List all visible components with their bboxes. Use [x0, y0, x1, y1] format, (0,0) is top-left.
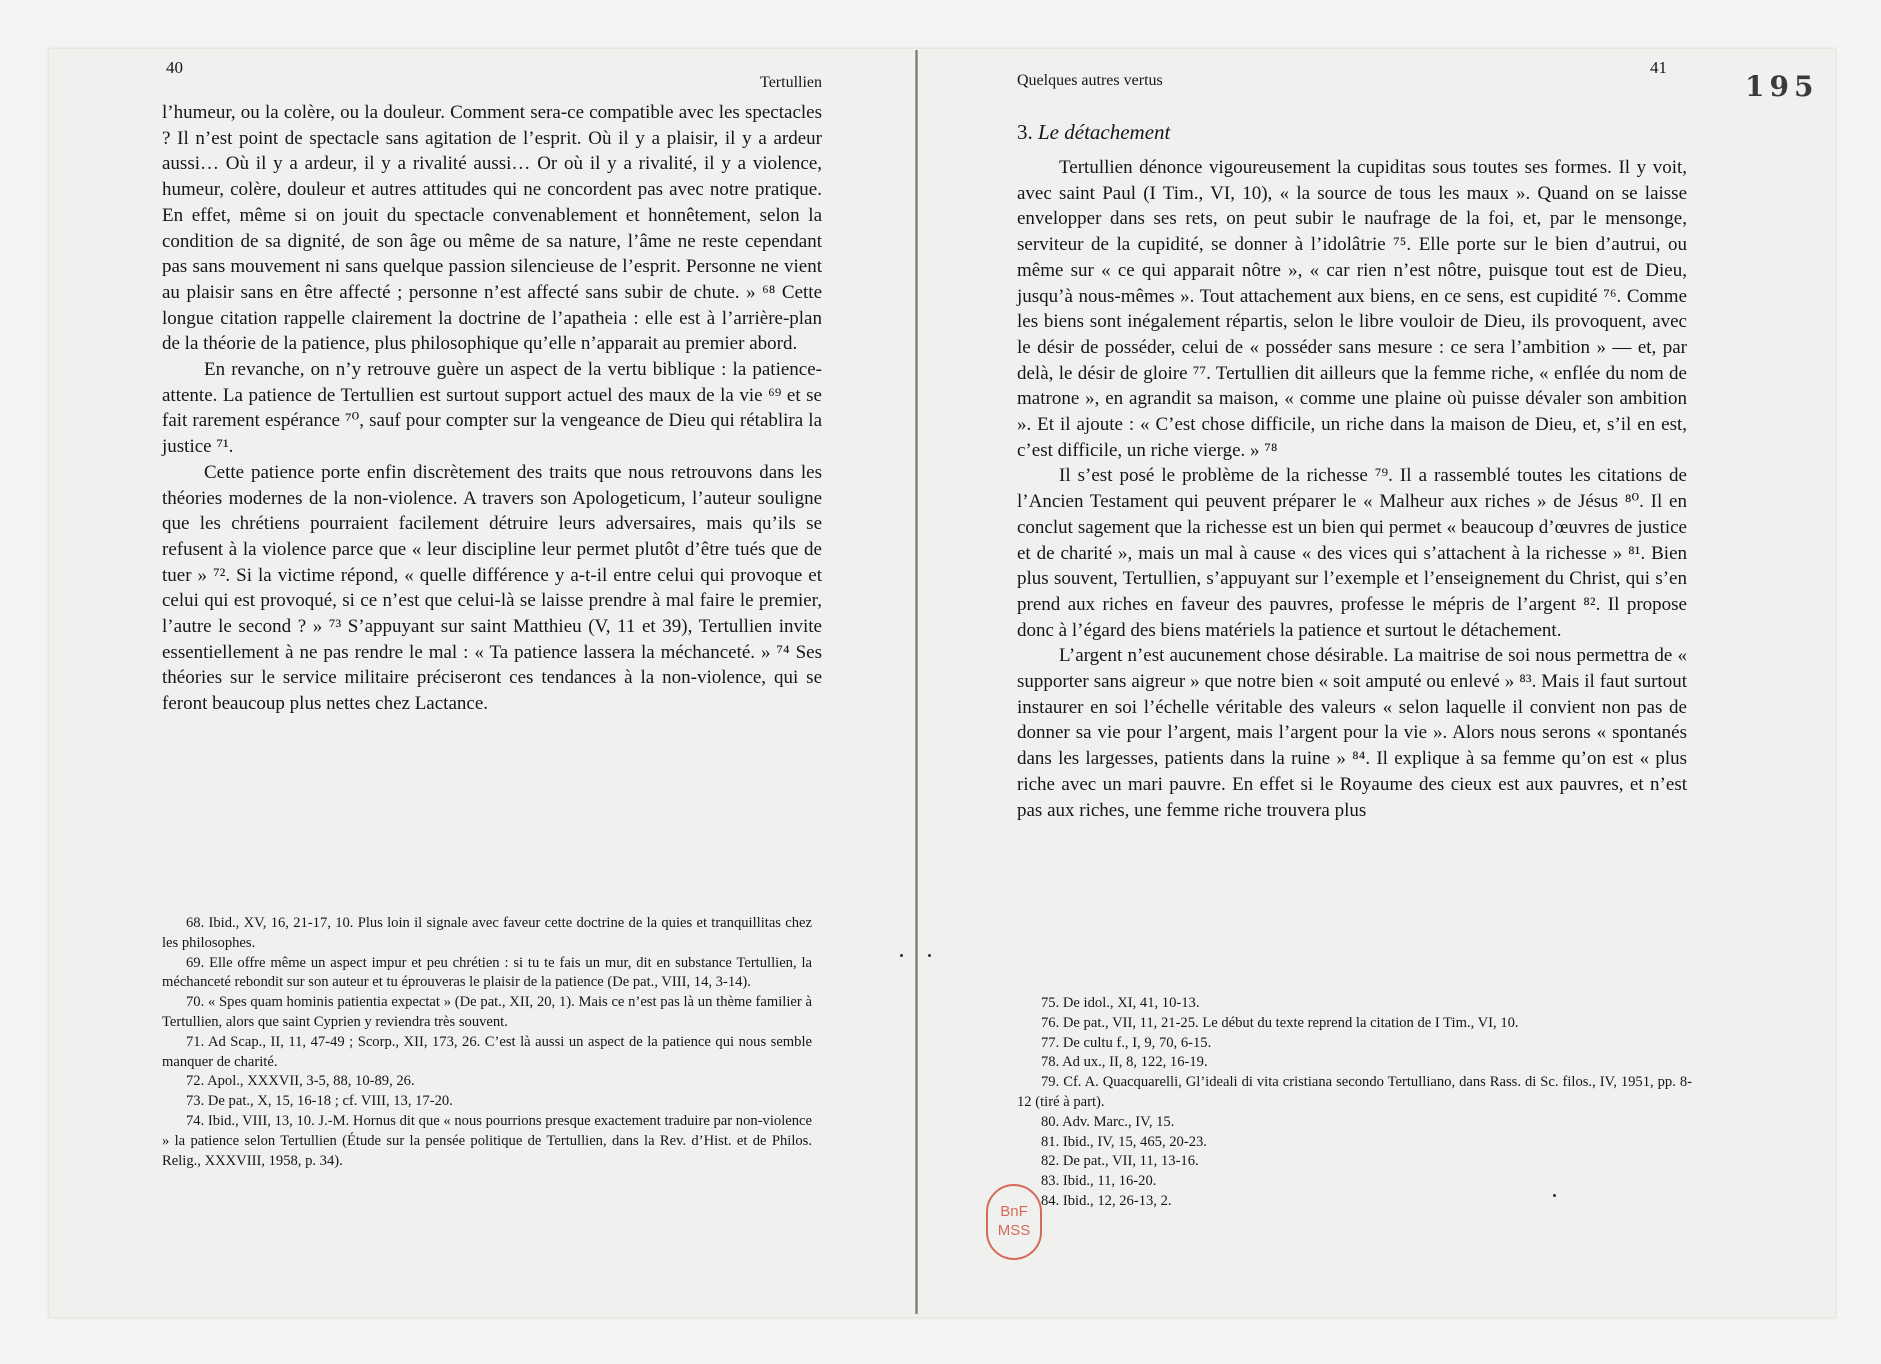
scan-speck	[928, 954, 931, 957]
stamp-line: BnF	[1000, 1203, 1028, 1220]
right-paragraph: Tertullien dénonce vigoureusement la cupiditas sous toutes ses formes. Il y voit, avec saint Paul (I Tim., VI, 10), « la source de tous les maux ». Quand on se laisse envelopper dans ses rets, on peut subir le naufrage de la foi, et, par le mensonge, serviteur de la cupidité, se donner à l’idolâtrie ⁷⁵. Elle porte sur le bien d’autrui, ou même sur « ce qui apparait nôtre », « car rien n’est nôtre, puisque tout est de Dieu, jusqu’à nous-mêmes ». Tout attachement aux biens, en ce sens, est cupidité ⁷⁶. Comme les biens sont inégalement répartis, selon le libre vouloir de Dieu, ils provoquent, avec le désir de posséder, celui de « posséder sans mesure : ce sera l’ambition » — et, par delà, le désir de gloire ⁷⁷. Tertullien dit ailleurs que la femme riche, « enflée du nom de matrone », en agrandit sa maison, « comme une plaine où puisse dévaler son ambition ». Et il ajoute : « C’est chose difficile, un riche dans la maison de Dieu, et, s’il en est, c’est difficile, un riche vierge. » ⁷⁸	[1017, 157, 1687, 461]
section-heading	[1017, 120, 1687, 145]
footnote: 68. Ibid., XV, 16, 21-17, 10. Plus loin il signale avec faveur cette doctrine de la quies et tranquillitas chez les philosophes.	[162, 915, 812, 951]
footnote: 72. Apol., XXXVII, 3-5, 88, 10-89, 26.	[186, 1073, 415, 1090]
scan-speck	[1553, 1194, 1556, 1197]
right-body-text	[1017, 155, 1687, 823]
left-paragraph: En revanche, on n’y retrouve guère un aspect de la vertu biblique : la patience-attente. La patience de Tertullien est surtout support actuel des maux de la vie ⁶⁹ et se fait rarement espérance ⁷⁰, sauf pour compter sur la vengeance de Dieu qui rétablira la justice ⁷¹.	[162, 359, 822, 458]
left-paragraph: l’humeur, ou la colère, ou la douleur. Comment sera-ce compatible avec les spectacles ? Il n’est point de spectacle sans agitation de l’esprit. Où il y a plaisir, il y a ardeur aussi… Où il y a ardeur, il y a rivalité aussi… Or où il y a rivalité, il y a violence, humeur, colère, douleur et autres attitudes qui ne concordent pas avec notre pratique. En effet, même si on jouit du spectacle convenablement et honnêtement, selon la condition de sa dignité, de son âge ou même de sa nature, l’âme ne reste cependant pas sans mouvement ni sans quelque passion silencieuse de l’esprit. Personne ne vient au plaisir sans en être affecté ; personne n’est affecté sans subir de chute. » ⁶⁸ Cette longue citation rappelle clairement la doctrine de l’apatheia : elle est à l’arrière-plan de la théorie de la patience, plus philosophique qu’elle n’apparait au premier abord.	[162, 102, 822, 355]
footnote: 75. De idol., XI, 41, 10-13.	[1041, 995, 1200, 1011]
footnote: 83. Ibid., 11, 16-20.	[1041, 1173, 1157, 1190]
right-page-number: 41	[1650, 58, 1667, 77]
footnote: 70. « Spes quam hominis patientia expectat » (De pat., XII, 20, 1). Mais ce n’est pas là un thème familier à Tertullien, alors que saint Cyprien y reviendra très souvent.	[162, 994, 812, 1030]
footnote: 78. Ad ux., II, 8, 122, 16-19.	[1041, 1054, 1208, 1071]
footnote: 80. Adv. Marc., IV, 15.	[1041, 1113, 1175, 1130]
right-paragraph: L’argent n’est aucunement chose désirable. La maitrise de soi nous permettra de « supporter sans aigreur » que notre bien « soit amputé ou enlevé » ⁸³. Mais il faut surtout instaurer en soi l’échelle véritable des valeurs « selon laquelle il convient non pas de donner sa vie pour l’argent, mais l’argent pour la vie ». Alors nous serons « spontanés dans les largesses, patients dans la ruine » ⁸⁴. Il explique à sa femme qu’on est « plus riche avec un mari pauvre. En effet si le Royaume des cieux est aux pauvres, et n’est pas aux riches, une femme riche trouvera plus	[1017, 645, 1687, 821]
right-page-header	[1017, 50, 1687, 100]
book-gutter	[915, 50, 918, 1314]
right-paragraph: Il s’est posé le problème de la richesse ⁷⁹. Il a rassemblé toutes les citations de l’Ancien Testament qui peuvent préparer le « Malheur aux riches » de Jésus ⁸⁰. Il en conclut sagement que la richesse est un bien qui permet « beaucoup d’œuvres de justice et de charité », mais un mal à cause « des vices qui s’attachent à la richesse » ⁸¹. Bien plus souvent, Tertullien, s’appuyant sur l’exemple et l’enseignement du Christ, qui s’en prend aux riches en faveur des pauvres, professe le mépris de l’argent ⁸². Il propose donc à l’égard des biens matériels la patience et surtout le détachement.	[1017, 465, 1687, 641]
footnote: 74. Ibid., VIII, 13, 10. J.-M. Hornus dit que « nous pourrions presque exactement traduire par non-violence » la patience selon Tertullien (Étude sur la pensée politique de Tertullien, dans la Rev. d’Hist. et de Philos. Relig., XXXVIII, 1958, p. 34).	[162, 1112, 812, 1169]
footnote: 77. De cultu f., I, 9, 70, 6-15.	[1041, 1034, 1212, 1051]
left-page-header	[162, 50, 822, 100]
left-body-text	[162, 100, 822, 717]
right-footnotes	[1017, 994, 1692, 1212]
right-page	[1017, 50, 1692, 1209]
section-number: 3.	[1017, 120, 1033, 144]
archive-number: 195	[1745, 70, 1819, 103]
left-page	[162, 50, 822, 1169]
footnote: 76. De pat., VII, 11, 21-25. Le début du texte reprend la citation de I Tim., VI, 10.	[1041, 1014, 1519, 1031]
footnote: 71. Ad Scap., II, 11, 47-49 ; Scorp., XII, 173, 26. C’est là aussi un aspect de la patience qui nous semble manquer de charité.	[162, 1033, 812, 1070]
footnote: 69. Elle offre même un aspect impur et peu chrétien : si tu te fais un mur, dit en substance Tertullien, la méchanceté rebondit sur son auteur et tu éprouveras le plaisir de la patience (De pat., VIII, 14, 3-14).	[162, 954, 812, 991]
right-running-head: Quelques autres vertus	[1017, 72, 1163, 89]
footnote: 82. De pat., VII, 11, 13-16.	[1041, 1153, 1199, 1170]
stamp-line: MSS	[997, 1222, 1031, 1239]
scan-speck	[900, 954, 903, 957]
library-stamp	[986, 1184, 1042, 1260]
left-page-number: 40	[166, 58, 183, 77]
footnote: 81. Ibid., IV, 15, 465, 20-23.	[1041, 1133, 1207, 1150]
left-running-head: Tertullien	[760, 74, 822, 91]
section-title: Le détachement	[1038, 120, 1171, 144]
footnote: 73. De pat., X, 15, 16-18 ; cf. VIII, 13, 17-20.	[186, 1093, 453, 1110]
footnote: 79. Cf. A. Quacquarelli, Gl’ideali di vita cristiana secondo Tertulliano, dans Rass. di Sc. filos., IV, 1951, pp. 8-12 (tiré à part).	[1017, 1074, 1692, 1110]
left-footnotes	[162, 914, 812, 1171]
footnote: 84. Ibid., 12, 26-13, 2.	[1041, 1192, 1172, 1209]
left-paragraph: Cette patience porte enfin discrètement des traits que nous retrouvons dans les théories modernes de la non-violence. A travers son Apologeticum, l’auteur souligne que les chrétiens pourraient facilement détruire leurs adversaires, mais qu’ils se refusent à la violence parce que « leur discipline leur permet plutôt d’être tués que de tuer » ⁷². Si la victime répond, « quelle différence y a-t-il entre celui qui provoque et celui qui est provoqué, si ce n’est que celui-là se laisse prendre à mal faire le premier, l’autre le second ? » ⁷³ S’appuyant sur saint Matthieu (V, 11 et 39), Tertullien invite essentiellement à ne pas rendre le mal : « Ta patience lassera la méchanceté. » ⁷⁴ Ses théories sur le service militaire préciseront ces tendances à la non-violence, qui se feront beaucoup plus nettes chez Lactance.	[162, 461, 822, 715]
